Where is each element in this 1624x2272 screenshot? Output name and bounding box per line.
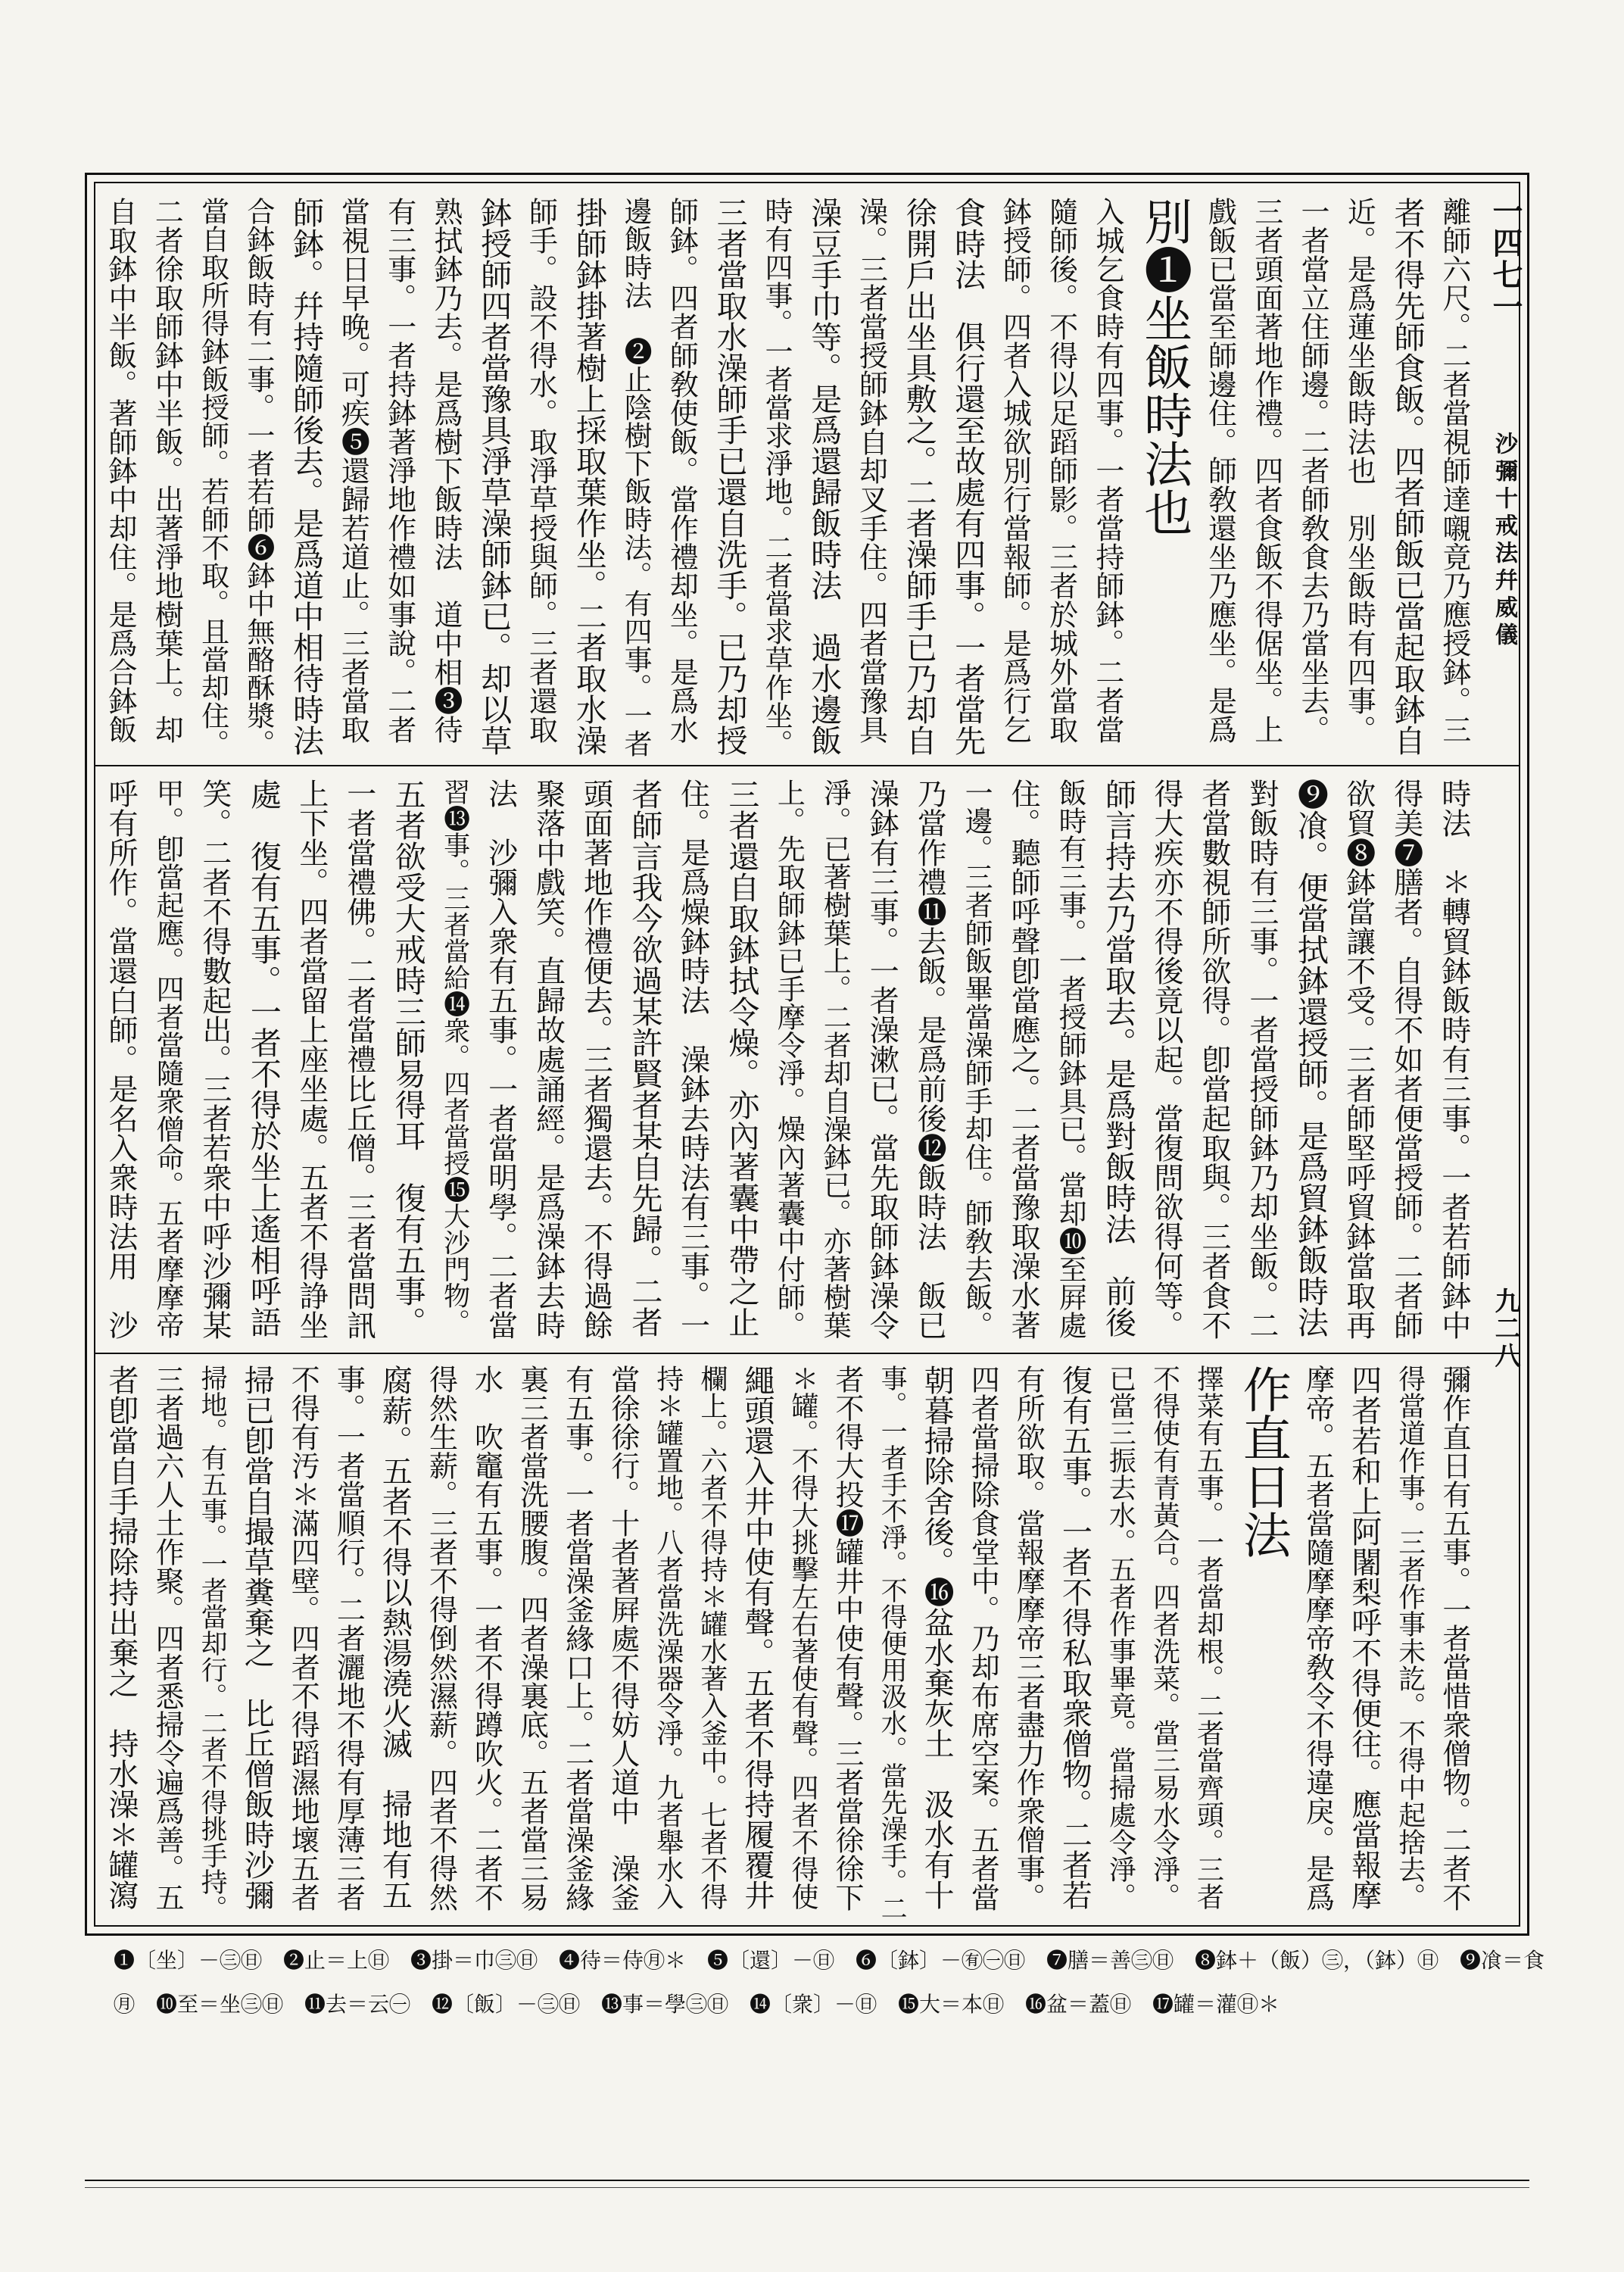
text-column: 腐薪。五者不得以熱湯澆火滅 掃地有五 (377, 1365, 413, 1910)
text-column: 有五事。一者當澡釜緣口上。二者當澡釜緣 (560, 1365, 594, 1912)
text-column: 朝暮掃除舍後。⓰盆水棄灰土 汲水有十 (919, 1365, 955, 1910)
text-column: 得然生薪。三者不得倒然濕薪。四者不得然 (424, 1365, 458, 1912)
text-column: 者卽當自手掃除持出棄之 持水澡＊罐瀉 (104, 1365, 139, 1910)
text-column: 四者若和上阿闍梨呼不得便往。應當報摩 (1346, 1365, 1382, 1910)
register-divider-1 (94, 765, 1520, 766)
text-column: 者不得大投⓱罐井中使有聲。三者當徐徐下 (831, 1365, 864, 1912)
text-column: 五者欲受大戒時三師易得耳 復有五事。 (389, 779, 426, 1337)
text-column: 淨。已著樹葉上。二者却自澡鉢已。亦著樹葉 (818, 779, 852, 1339)
text-column: 澡豆手巾等。是爲還歸飯時法 過水邊飯 (806, 197, 843, 756)
text-column: 者師言我今欲過某許賢者某自先歸。二者 (626, 779, 663, 1337)
text-column: 合鉢飯時有二事。一者若師❻鉢中無酪酥漿。 (242, 197, 275, 757)
text-column: 飯時有三事。一者授師鉢具已。當却❿至屛處 (1054, 779, 1087, 1339)
text-column: 欄上。六者不得持＊罐水著入釜中。七者不得 (696, 1365, 728, 1910)
text-column: 師言持去乃當取去。是爲對飯時法 前後 (1100, 779, 1137, 1337)
text-column: 邊飯時法 ❷止陰樹下飯時法。有四事。一者 (619, 197, 653, 757)
text-column: 不得使有青黃合。四者洗菜。當三易水令淨。 (1149, 1365, 1180, 1910)
text-column: 上。先取師鉢已手摩令淨。燥內著囊中付師。 (772, 779, 806, 1339)
text-column: 住。聽師呼聲卽當應之。二者當豫取澡水著 (1006, 779, 1041, 1340)
running-title: 沙彌十戒法幷威儀 (1491, 432, 1517, 650)
text-column: 鉢授師。四者入城欲別行當報師。是爲行乞 (998, 197, 1032, 744)
text-register-middle (98, 779, 1476, 1347)
text-column: 者不得先師食飯。四者師飯已當起取鉢自 (1389, 197, 1426, 756)
bottom-rule (85, 2180, 1529, 2181)
text-column: 甲。卽當起應。四者當隨衆僧命。五者摩摩帝 (151, 779, 184, 1339)
text-column: 掃已卽當自撮草糞棄之 比丘僧飯時沙彌 (239, 1365, 275, 1910)
text-column: 習⓭事。三者當給⓮衆。四者當授⓯大沙門物。 (439, 779, 470, 1335)
text-column: 已當三振去水。五者作事畢竟。當掃處令淨。 (1105, 1365, 1136, 1910)
text-column: 擇菜有五事。一者當却根。二者當齊頭。三者 (1192, 1365, 1224, 1910)
text-register-bottom (98, 1365, 1476, 1921)
footnotes (114, 1939, 1545, 2037)
text-column: 水 吹竈有五事。一者不得蹲吹火。二者不 (469, 1365, 503, 1912)
text-column: 二者徐取師鉢中半飯。出著淨地樹葉上。却 (150, 197, 184, 744)
page-number-left: 一四七一 (1488, 195, 1523, 323)
text-column: 師手。設不得水。取淨草授與師。三者還取 (524, 197, 558, 744)
text-column: 住。是爲燥鉢時法 澡鉢去時法有三事。一 (675, 779, 710, 1340)
text-column: 得美❼膳者。自得不如者便當授師。二者師 (1389, 779, 1423, 1340)
footnote-line-1: ❶〔坐〕－㊂㊐ ❷止＝上㊐ ❸掛＝巾㊂㊐ ❹待＝侍㊊＊ ❺〔還〕－㊐ ❻〔鉢〕－㊒㊀㊐ ❼膳＝善㊂㊐ ❽鉢＋（飯）㊂，（鉢）㊐ ❾飡＝食 (114, 1948, 1545, 1973)
text-column: 聚落中戲笑。直歸故處誦經。是爲澡鉢去時 (531, 779, 566, 1340)
text-column: 頭面著地作禮便去。三者獨還去。不得過餘 (578, 779, 613, 1340)
text-column: 摩帝。五者當隨摩摩帝敎令不得違戾。是爲 (1301, 1365, 1335, 1912)
text-column: 掃地。有五事。一者當却行。二者不得挑手持。 (197, 1365, 228, 1921)
text-column: 上下坐。四者當留上座坐處。五者不得諍坐 (294, 779, 329, 1340)
text-column: 一者當禮佛。二者當禮比丘僧。三者當問訊 (341, 779, 376, 1340)
text-column: 隨師後。不得以足蹈師影。三者於城外當取 (1044, 197, 1078, 744)
register-divider-2 (94, 1353, 1520, 1354)
text-column: 師鉢。幷持隨師後去。是爲道中相待時法 (288, 197, 325, 756)
text-column: 彌作直日有五事。一者當惜衆僧物。二者不 (1437, 1365, 1471, 1912)
text-column: 時法 ＊轉貿鉢飯時有三事。一者若師鉢中 (1436, 779, 1471, 1340)
text-column: 三者頭面著地作禮。四者食飯不得倨坐。上 (1249, 197, 1283, 744)
text-column: 乃當作禮⓫去飯。是爲前後⓬飯時法 飯已 (912, 779, 947, 1340)
text-column: 掛師鉢掛著樹上採取葉作坐。二者取水澡 (570, 197, 607, 756)
text-column: 有三事。一者持鉢著淨地作禮如事說。二者 (382, 197, 416, 744)
text-column: 徐開戶出坐具敷之。二者澡師手已乃却自 (900, 197, 937, 756)
text-column: 法 沙彌入衆有五事。一者當明學。二者當 (483, 779, 518, 1340)
text-column: 當視日早晚。可疾❺還歸若道止。三者當取 (336, 197, 370, 744)
text-column: 事。一者手不淨。不得便用汲水。當先澡手。二 (877, 1365, 908, 1921)
text-column: 澡鉢有三事。一者澡漱已。當先取師鉢澡令 (865, 779, 899, 1340)
text-column: 得當道作事。三者作事未訖。不得中起捨去。 (1394, 1365, 1426, 1910)
text-column: 自取鉢中半飯。著師鉢中却住。是爲合鉢飯 (104, 197, 137, 744)
text-column: 入城乞食時有四事。一者當持師鉢。二者當 (1090, 197, 1124, 744)
text-column: 澡。三者當授師鉢自却叉手住。四者當豫具 (854, 197, 888, 744)
text-register-top (98, 197, 1476, 757)
text-column: 者當數視師所欲得。卽當起取與。三者食不 (1196, 779, 1231, 1340)
text-column: 裏三者當洗腰腹。四者澡裏底。五者當三易 (515, 1365, 549, 1912)
text-column: 對飯時有三事。一者當授師鉢乃却坐飯。二 (1244, 779, 1279, 1340)
text-column: 食時法 俱行還至故處有四事。一者當先 (949, 197, 987, 756)
text-column: 呼有所作。當還白師。是名入衆時法用 沙 (104, 779, 138, 1340)
text-column: 近。是爲蓮坐飯時法也 別坐飯時有四事。 (1342, 197, 1376, 744)
text-column: 不得有汚＊滿四壁。四者不得蹈濕地壞五者 (286, 1365, 320, 1912)
text-column: 欲貿❽鉢當讓不受。三者師堅呼貿鉢當取再 (1341, 779, 1376, 1340)
footnote-line-2: ㊊ ❿至＝坐㊂㊐ ⓫去＝云㊀ ⓬〔飯〕－㊂㊐ ⓭事＝學㊂㊐ ⓮〔衆〕－㊐ ⓯大＝本㊐ ⓰盆＝蓋㊐ ⓱罐＝灌㊐＊ (114, 1992, 1280, 2017)
text-column: 持＊罐置地。八者當洗澡器令淨。九者舉水入 (652, 1365, 684, 1910)
text-column: 鉢授師四者當豫具淨草澡師鉢已。却以草 (475, 197, 513, 756)
text-column: 戲飯已當至師邊住。師敎還坐乃應坐。是爲 (1203, 197, 1237, 744)
text-column: 繩頭還入井中使有聲。五者不得持履覆井 (739, 1365, 775, 1910)
text-column: 別❶坐飯時法也 (1136, 197, 1192, 536)
text-column: 四者當掃除食堂中。乃却布席空案。五者當 (966, 1365, 1000, 1912)
text-column: 三者過六人土作聚。四者悉掃令遍爲善。五 (151, 1365, 185, 1912)
text-column: ＊罐。不得大挑擊左右著使有聲。四者不得使 (787, 1365, 818, 1910)
text-column: 復有五事。一者不得私取衆僧物。二者若 (1057, 1365, 1093, 1910)
text-column: 三者還自取鉢拭令燥。亦內著囊中帶之止 (723, 779, 760, 1337)
text-column: 當徐徐行。十者著屛處不得妨人道中 澡釜 (606, 1365, 640, 1912)
text-column: 作直日法 (1234, 1365, 1291, 1559)
text-column: 笑。二者不得數起出。三者若衆中呼沙彌某 (197, 779, 232, 1340)
text-column: 當自取所得鉢飯授師。若師不取。且當却住。 (196, 197, 229, 757)
text-column: 離師六尺。二者當視師達嚫竟乃應授鉢。三 (1437, 197, 1471, 744)
text-column: 一邊。三者師飯畢當澡師手却住。師敎去飯。 (960, 779, 993, 1339)
text-column: 師鉢。四者師敎使飯。當作禮却坐。是爲水 (665, 197, 699, 744)
bottom-rule-thin (85, 2187, 1529, 2188)
page-number-right: 九二八 (1490, 1287, 1520, 1369)
text-column: ❾飡。便當拭鉢還授師。是爲貿鉢飯時法 (1292, 779, 1329, 1337)
text-column: 有所欲取。當報摩摩帝三者盡力作衆僧事。 (1011, 1365, 1046, 1912)
text-column: 三者當取水澡師手已還自洗手。已乃却授 (711, 197, 748, 756)
text-column: 處 復有五事。一者不得於坐上遙相呼語 (245, 779, 282, 1337)
text-column: 得大疾亦不得後竟以起。當復問欲得何等。 (1149, 779, 1183, 1340)
text-column: 事。一者當順行。二者灑地不得有厚薄三者 (332, 1365, 366, 1912)
text-column: 時有四事。一者當求淨地。二者當求草作坐。 (759, 197, 793, 757)
text-column: 一者當立住師邊。二者師敎食去乃當坐去。 (1296, 197, 1330, 744)
text-column: 熟拭鉢乃去。是爲樹下飯時法 道中相❸待 (429, 197, 463, 744)
